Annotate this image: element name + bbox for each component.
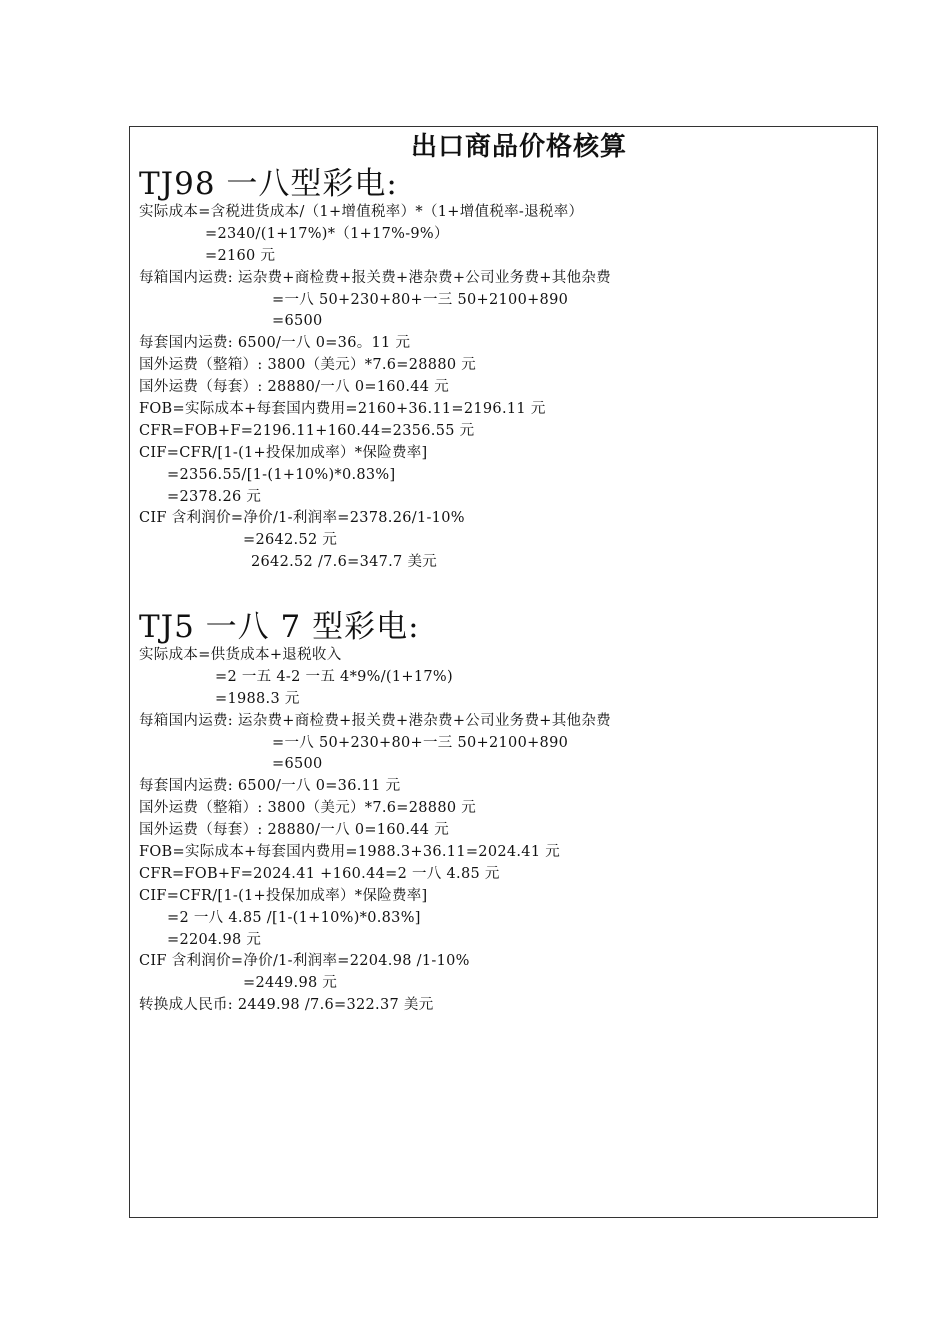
calculation-line: 国外运费（整箱）: 3800（美元）*7.6=28880 元 bbox=[139, 800, 477, 817]
calculation-line: =2642.52 元 bbox=[243, 532, 338, 549]
calculation-line: 2642.52 /7.6=347.7 美元 bbox=[251, 554, 438, 571]
calculation-line: =2449.98 元 bbox=[243, 975, 338, 992]
calculation-line: 国外运费（整箱）: 3800（美元）*7.6=28880 元 bbox=[139, 357, 477, 374]
calculation-lines bbox=[139, 202, 869, 574]
document-title: 出口商品价格核算 bbox=[410, 132, 627, 162]
calculation-line: FOB=实际成本+每套国内费用=2160+36.11=2196.11 元 bbox=[139, 401, 546, 418]
calculation-line: =2160 元 bbox=[205, 247, 276, 264]
calculation-line: =2340/(1+17%)*（1+17%-9%） bbox=[205, 225, 449, 242]
calculation-line: =2204.98 元 bbox=[167, 931, 262, 948]
calculation-line: CIF 含利润价=净价/1-利润率=2378.26/1-10% bbox=[139, 510, 465, 527]
calculation-line: =2 一五 4-2 一五 4*9%/(1+17%) bbox=[215, 668, 453, 685]
calculation-line: 每箱国内运费: 运杂费+商检费+报关费+港杂费+公司业务费+其他杂费 bbox=[139, 269, 611, 286]
calculation-line: =一八 50+230+80+一三 50+2100+890 bbox=[272, 734, 569, 751]
calculation-lines bbox=[139, 645, 869, 1017]
section-heading: TJ98 一八型彩电: bbox=[139, 166, 398, 202]
section-heading: TJ5 一八 7 型彩电: bbox=[139, 609, 420, 645]
calculation-line: 转换成人民币: 2449.98 /7.6=322.37 美元 bbox=[139, 997, 434, 1014]
calculation-line: FOB=实际成本+每套国内费用=1988.3+36.11=2024.41 元 bbox=[139, 844, 561, 861]
calculation-line: 实际成本=供货成本+退税收入 bbox=[139, 647, 342, 663]
calculation-line: 国外运费（每套）: 28880/一八 0=160.44 元 bbox=[139, 379, 450, 396]
calculation-line: =一八 50+230+80+一三 50+2100+890 bbox=[272, 291, 569, 308]
calculation-line: 每套国内运费: 6500/一八 0=36。11 元 bbox=[139, 335, 411, 352]
calculation-line: =1988.3 元 bbox=[215, 690, 300, 707]
calculation-line: =2 一八 4.85 /[1-(1+10%)*0.83%] bbox=[167, 909, 421, 926]
calculation-line: CIF 含利润价=净价/1-利润率=2204.98 /1-10% bbox=[139, 953, 470, 970]
calculation-line: 每套国内运费: 6500/一八 0=36.11 元 bbox=[139, 778, 401, 795]
calculation-line: 实际成本=含税进货成本/（1+增值税率）*（1+增值税率-退税率） bbox=[139, 204, 584, 220]
section-tj5 bbox=[139, 609, 869, 1017]
calculation-line: CIF=CFR/[1-(1+投保加成率）*保险费率] bbox=[139, 444, 428, 461]
calculation-line: =2378.26 元 bbox=[167, 488, 262, 505]
calculation-line: CIF=CFR/[1-(1+投保加成率）*保险费率] bbox=[139, 887, 428, 904]
section-tj98 bbox=[139, 166, 869, 574]
calculation-line: =2356.55/[1-(1+10%)*0.83%] bbox=[167, 466, 396, 483]
calculation-line: =6500 bbox=[272, 756, 323, 773]
calculation-line: CFR=FOB+F=2024.41 +160.44=2 一八 4.85 元 bbox=[139, 865, 500, 882]
calculation-line: CFR=FOB+F=2196.11+160.44=2356.55 元 bbox=[139, 422, 475, 439]
calculation-line: =6500 bbox=[272, 313, 323, 330]
calculation-line: 每箱国内运费: 运杂费+商检费+报关费+港杂费+公司业务费+其他杂费 bbox=[139, 712, 611, 729]
calculation-line: 国外运费（每套）: 28880/一八 0=160.44 元 bbox=[139, 822, 450, 839]
